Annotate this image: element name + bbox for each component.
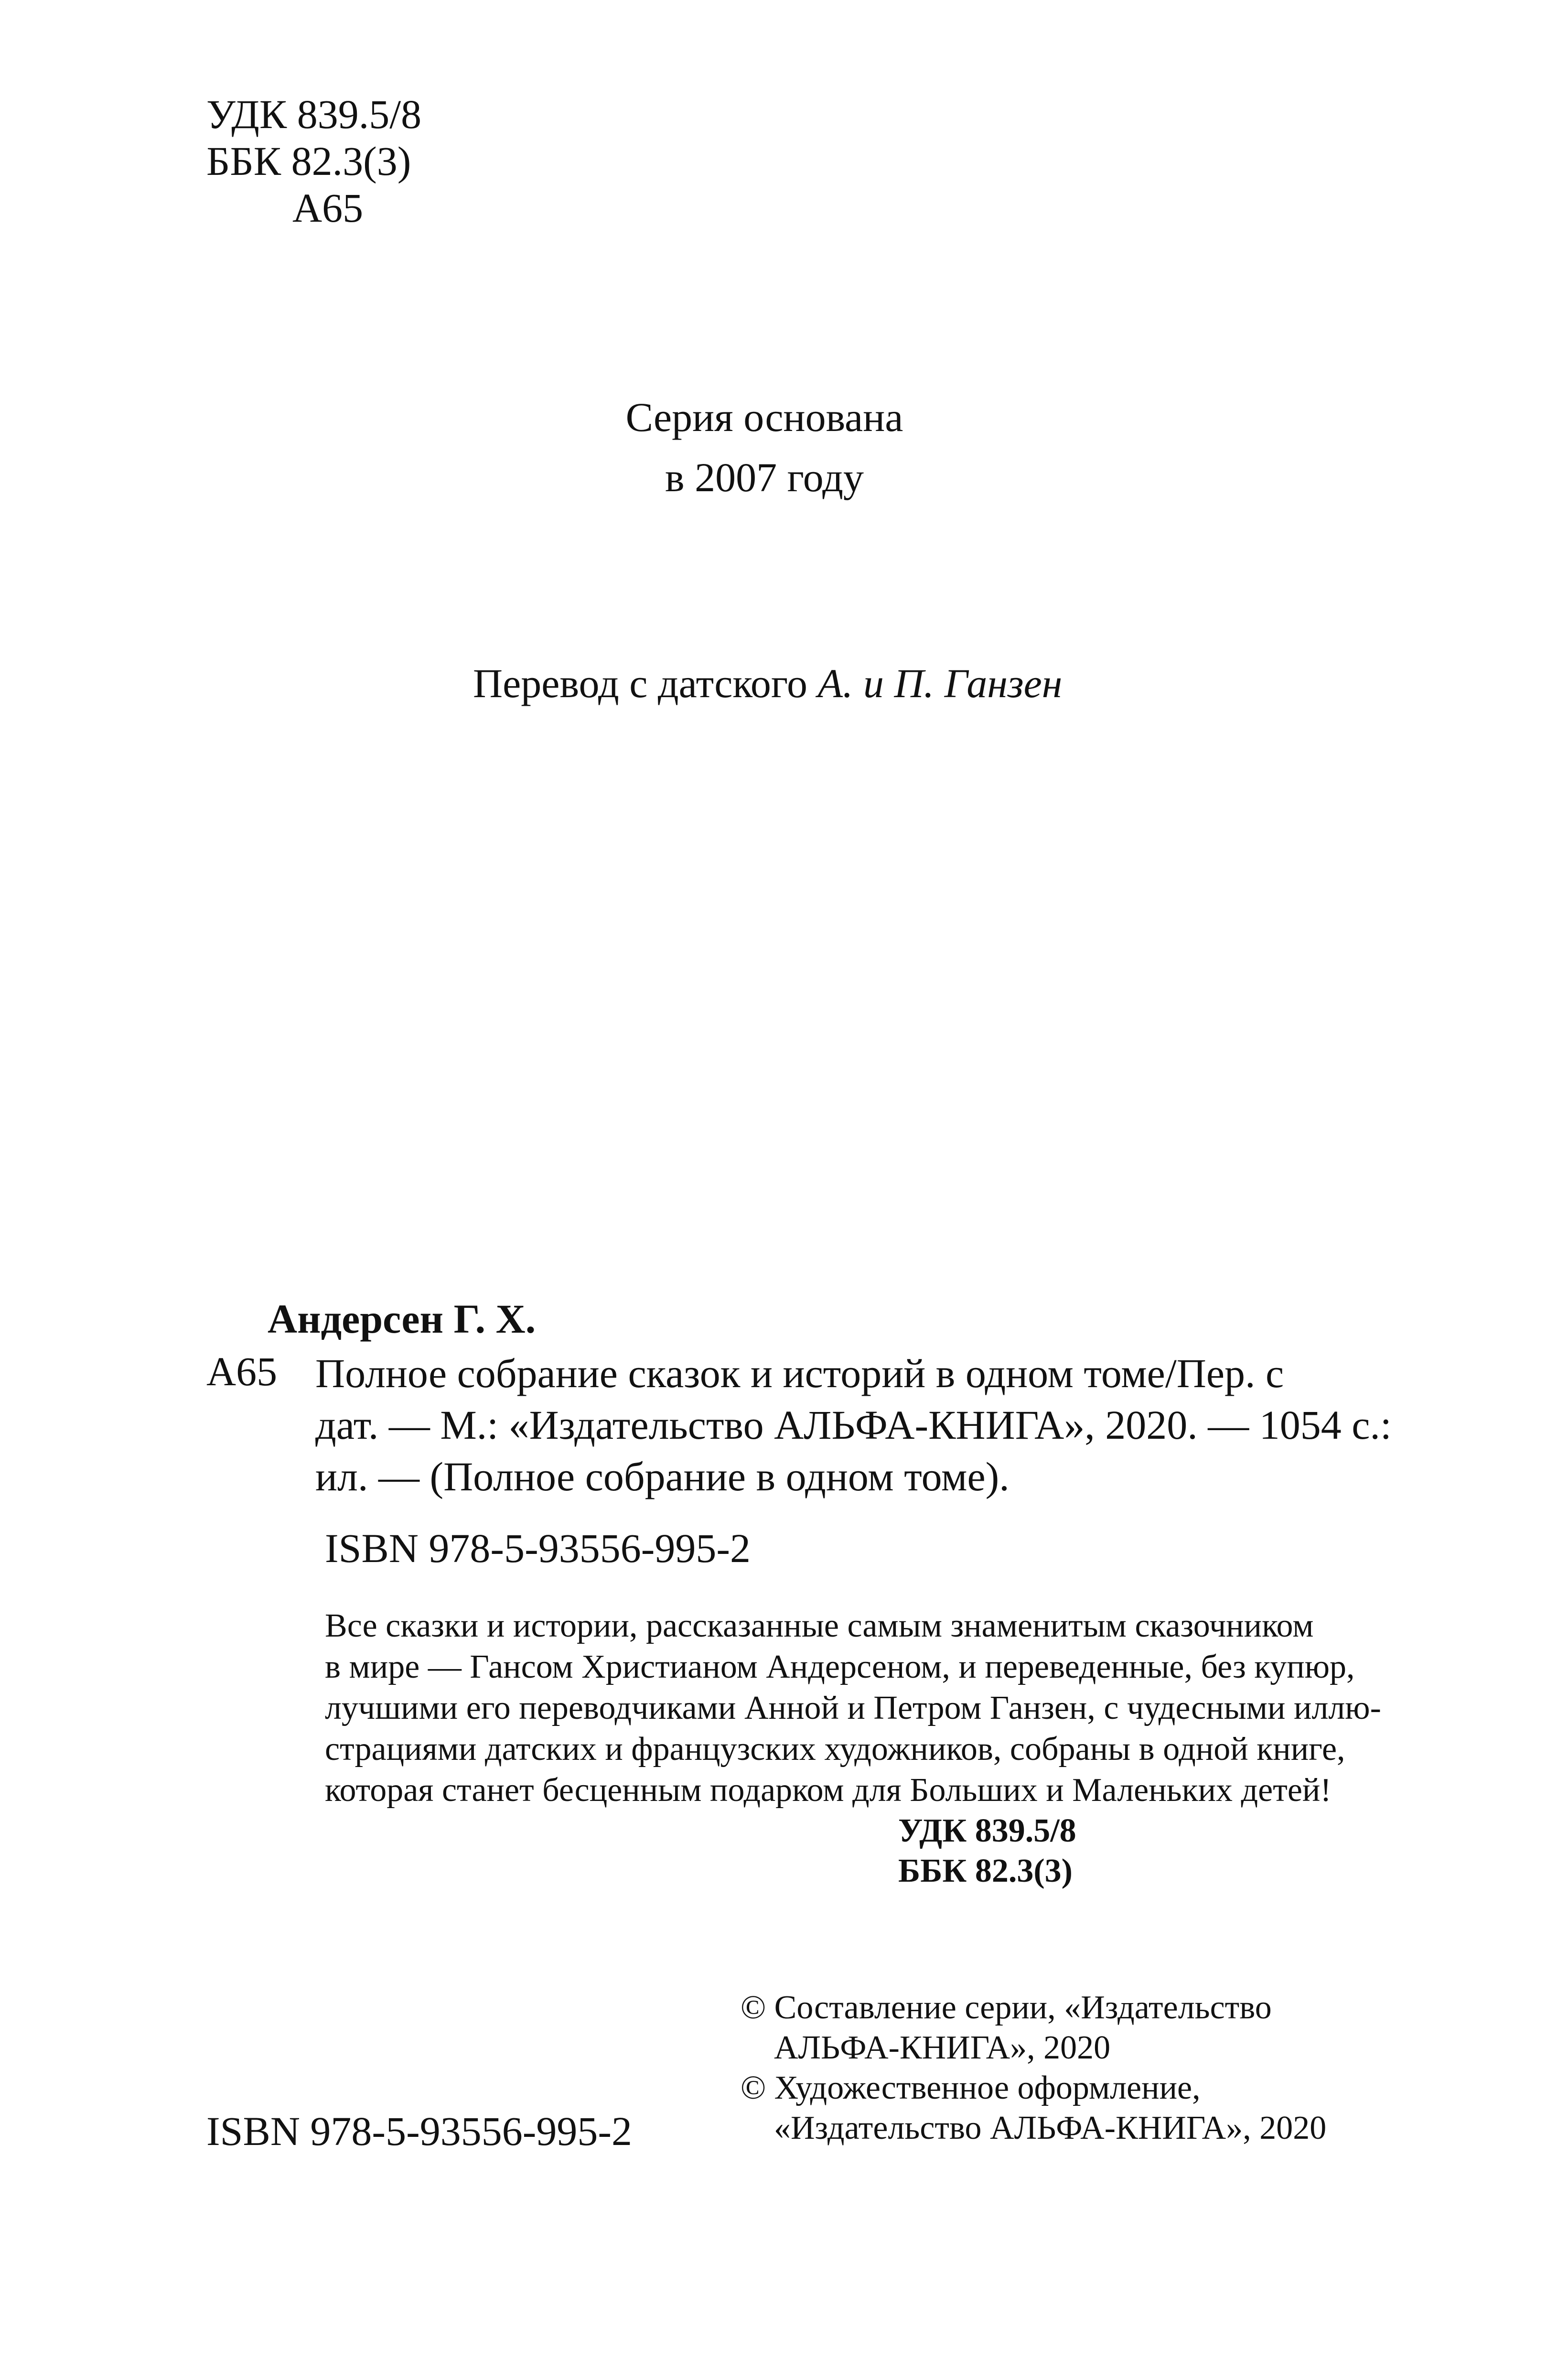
translation-note [473,659,1062,707]
isbn-bottom: ISBN 978-5-93556-995-2 [206,2108,632,2154]
translators-names: А. и П. Ганзен [817,660,1063,706]
annotation-line: Все сказки и истории, рассказанные самым знаменитым сказочником [325,1607,1314,1644]
catalog-description [315,1347,1392,1502]
udk-code: УДК 839.5/8 [206,91,422,137]
bbk-code: ББК 82.3(3) [206,138,411,184]
copyright-line: © Художественное оформление, [741,2069,1201,2106]
annotation-line: которая станет бесценным подарком для Больших и Маленьких детей! [325,1772,1332,1809]
catalog-code: А65 [206,1348,278,1394]
classification-codes-top [206,91,421,231]
bbk-code-bottom: ББК 82.3(3) [898,1853,1073,1889]
catalog-author: Андерсен Г. Х. [268,1296,536,1342]
book-annotation [325,1606,1381,1811]
udk-code-bottom: УДК 839.5/8 [898,1812,1076,1849]
series-note-line-2: в 2007 году [665,454,864,500]
annotation-line: лучшими его переводчиками Анной и Петром Ганзен, с чудесными иллю- [325,1690,1381,1726]
translation-prefix: Перевод с датского [473,660,818,706]
catalog-isbn: ISBN 978-5-93556-995-2 [325,1525,751,1571]
author-mark: А65 [292,185,364,231]
catalog-description-line: дат. — М.: «Издательство АЛЬФА-КНИГА», 2020. — 1054 с.: [315,1402,1392,1448]
series-note-line-1: Серия основана [625,394,903,440]
series-note [621,387,908,507]
copyright-notice [741,1988,1326,2148]
copyright-line: «Издательство АЛЬФА-КНИГА», 2020 [774,2110,1327,2146]
copyright-line: © Составление серии, «Издательство [741,1989,1272,2026]
catalog-description-line: Полное собрание сказок и историй в одном томе/Пер. с [315,1350,1284,1396]
copyright-line: АЛЬФА-КНИГА», 2020 [774,2029,1111,2066]
annotation-line: в мире — Гансом Христианом Андерсеном, и переведенные, без купюр, [325,1649,1355,1685]
catalog-description-line: ил. — (Полное собрание в одном томе). [315,1454,1010,1499]
annotation-line: страциями датских и французских художников, собраны в одной книге, [325,1731,1345,1767]
classification-codes-bottom [898,1811,1076,1891]
